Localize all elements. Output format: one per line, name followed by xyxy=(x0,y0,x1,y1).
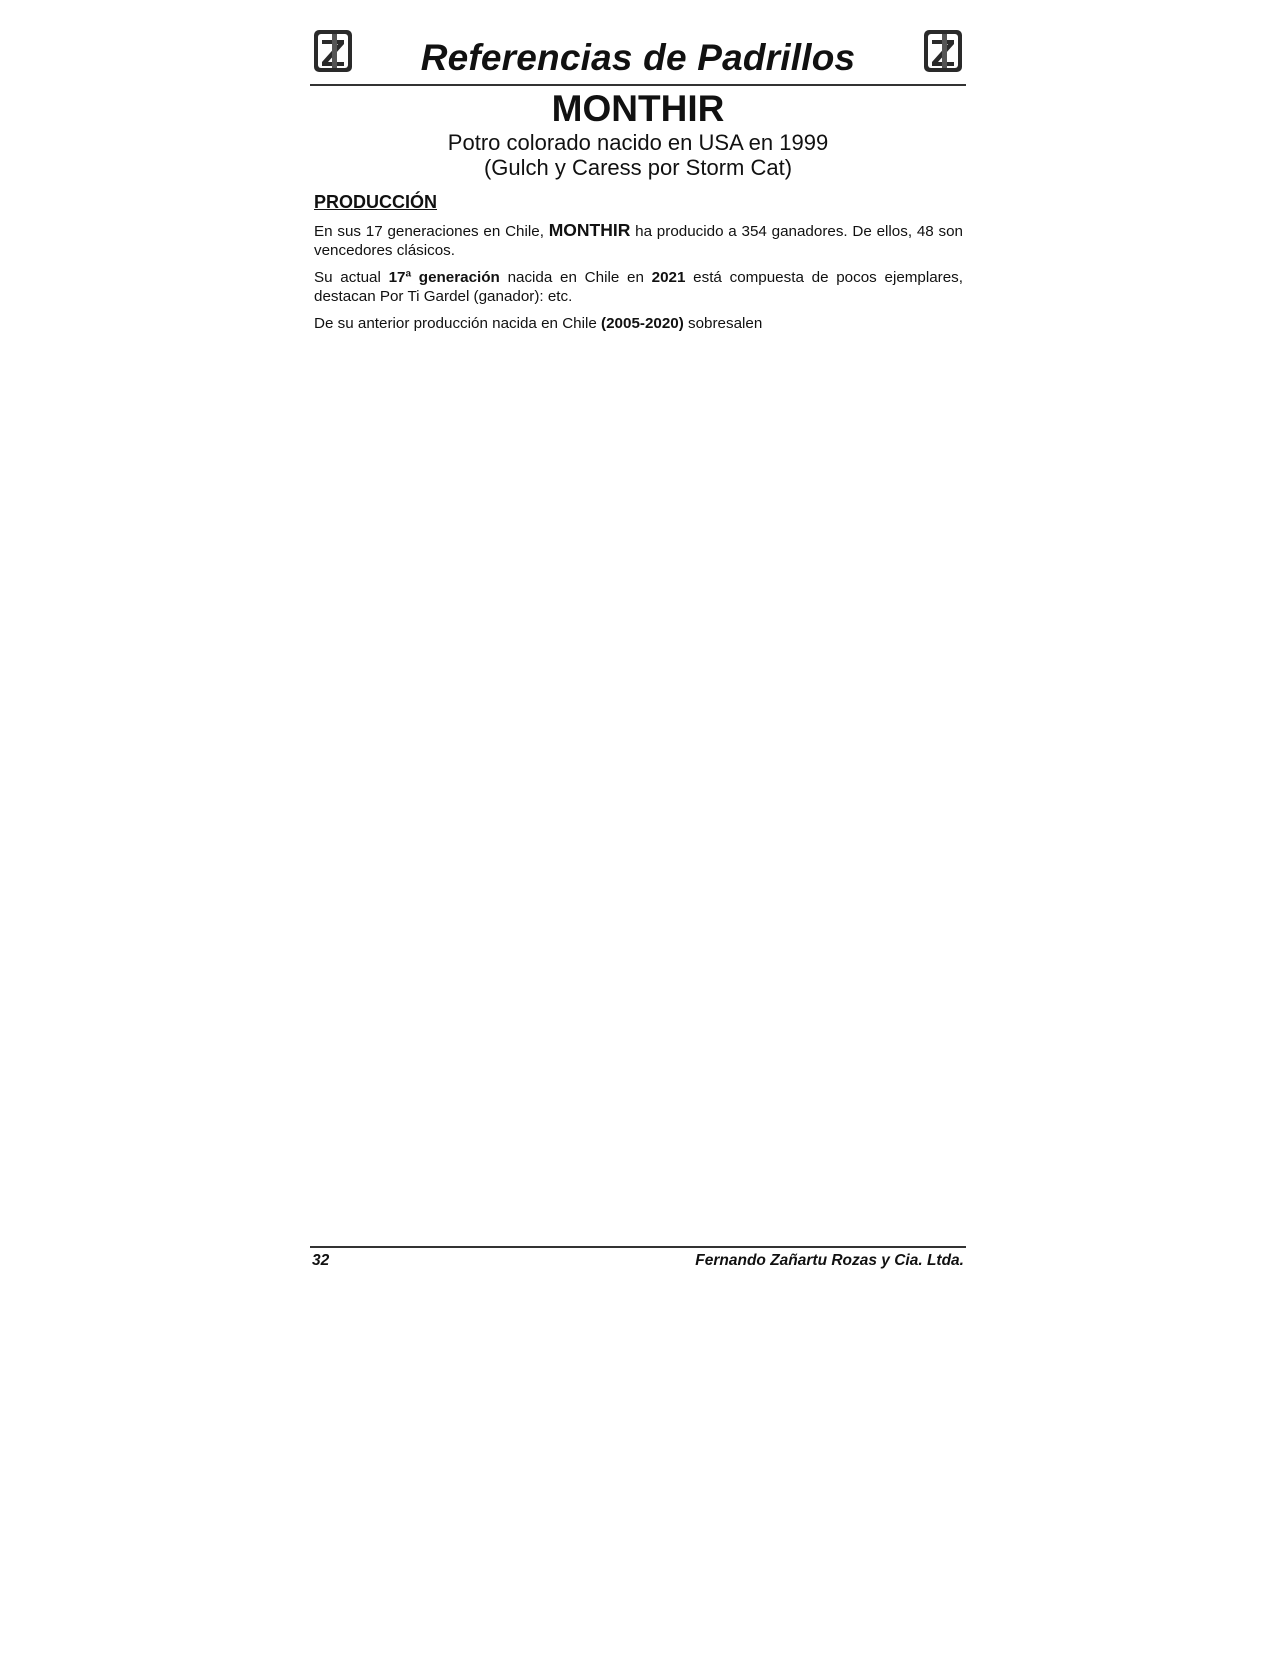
footer-divider xyxy=(310,1246,966,1248)
publisher: Fernando Zañartu Rozas y Cia. Ltda. xyxy=(695,1252,964,1269)
logo-icon xyxy=(310,26,356,76)
header-divider xyxy=(310,84,966,86)
horse-description: Potro colorado nacido en USA en 1999 xyxy=(447,130,829,155)
paragraph: De su anterior producción nacida en Chile (2005-2020) sobresalen xyxy=(314,315,763,333)
section-heading: PRODUCCIÓN xyxy=(314,192,438,212)
horse-pedigree: (Gulch y Caress por Storm Cat) xyxy=(483,155,793,180)
paragraph: Su actual 17ª generación nacida en Chile en 2021 está compuesta de pocos ejemplares, destacan Por Ti Gardel (ganador): etc. xyxy=(314,269,963,305)
logo-icon xyxy=(920,26,966,76)
horse-name: MONTHIR xyxy=(551,88,725,129)
page-header-title: Referencias de Padrillos xyxy=(420,37,856,78)
page-number: 32 xyxy=(312,1252,330,1269)
paragraph: En sus 17 generaciones en Chile, MONTHIR ha producido a 354 ganadores. De ellos, 48 son vencedores clásicos. xyxy=(314,220,964,259)
body-text xyxy=(314,221,963,334)
page xyxy=(310,22,966,343)
